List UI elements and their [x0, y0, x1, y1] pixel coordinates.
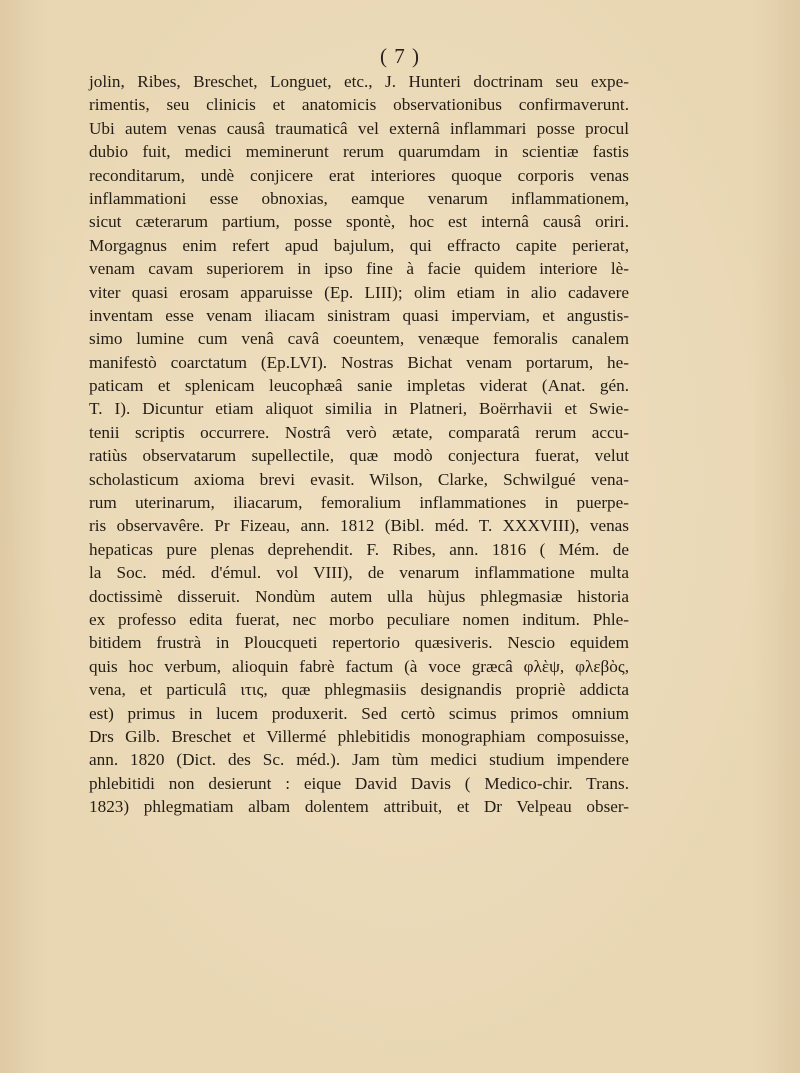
text-line: hepaticas pure plenas deprehendit. F. Ribes, ann. 1816 ( Mém. de [89, 539, 629, 559]
text-line: phlebitidi non desierunt : eique David Davis ( Medico-chir. Trans. [89, 773, 629, 793]
page-number: ( 7 ) [380, 44, 420, 68]
text-line: 1823) phlegmatiam albam dolentem attribuit, et Dr Velpeau obser- [89, 797, 629, 817]
text-line: scholasticum axioma brevi evasit. Wilson, Clarke, Schwilgué vena- [89, 469, 629, 489]
text-line: vena, et particulâ ιτις, quæ phlegmasiis designandis propriè addicta [89, 680, 629, 700]
text-line: jolin, Ribes, Breschet, Longuet, etc., J. Hunteri doctrinam seu expe- [89, 72, 629, 91]
text-line: manifestò coarctatum (Ep.LVI). Nostras Bichat venam portarum, he- [89, 352, 629, 372]
text-line: inventam esse venam iliacam sinistram quasi imperviam, et angustis- [89, 305, 629, 325]
text-line: est) primus in lucem produxerit. Sed certò scimus primos omnium [89, 703, 629, 723]
text-line: simo lumine cum venâ cavâ coeuntem, venæque femoralis canalem [89, 329, 629, 349]
text-line: doctissimè disseruit. Nondùm autem ulla hùjus phlegmasiæ historia [89, 586, 629, 606]
text-line: rum uterinarum, iliacarum, femoralium inflammationes in puerpe- [89, 493, 629, 513]
text-line: reconditarum, undè conjicere erat interiores quoque corporis venas [89, 165, 629, 185]
text-line: dubio fuit, medici meminerunt rerum quarumdam in scientiæ fastis [89, 142, 629, 162]
text-line: sicut cæterarum partium, posse spontè, hoc est internâ causâ oriri. [89, 212, 629, 232]
body-text [89, 70, 629, 819]
text-line: paticam et splenicam leucophæâ sanie impletas viderat (Anat. gén. [89, 376, 629, 396]
text-line: la Soc. méd. d'émul. vol VIII), de venarum inflammatione multa [89, 563, 629, 583]
text-line: tenii scriptis occurrere. Nostrâ verò ætate, comparatâ rerum accu- [89, 422, 629, 442]
text-line: inflammationi esse obnoxias, eamque venarum inflammationem, [89, 188, 629, 208]
text-line: ris observavêre. Pr Fizeau, ann. 1812 (Bibl. méd. T. XXXVIII), venas [89, 516, 629, 536]
text-line: rimentis, seu clinicis et anatomicis observationibus confirmaverunt. [89, 95, 629, 115]
text-line: Ubi autem venas causâ traumaticâ vel externâ inflammari posse procul [89, 118, 629, 138]
text-line: ratiùs observatarum supellectile, quæ modò conjectura fuerat, velut [89, 446, 629, 466]
text-line: ann. 1820 (Dict. des Sc. méd.). Jam tùm medici studium impendere [89, 750, 629, 770]
text-line: venam cavam superiorem in ipso fine à facie quidem interiore lè- [89, 259, 629, 279]
text-line: bitidem frustrà in Ploucqueti repertorio quæsiveris. Nescio equidem [89, 633, 629, 653]
text-line: Drs Gilb. Breschet et Villermé phlebitidis monographiam composuisse, [89, 726, 629, 746]
text-line: quis hoc verbum, alioquin fabrè factum (à voce græcâ φλὲψ, φλεβὸς, [89, 656, 629, 676]
text-line: viter quasi erosam apparuisse (Ep. LIII); olim etiam in alio cadavere [89, 282, 629, 302]
text-line: ex professo edita fuerat, nec morbo peculiare nomen inditum. Phle- [89, 609, 629, 629]
text-line: T. I). Dicuntur etiam aliquot similia in Platneri, Boërrhavii et Swie- [89, 399, 629, 419]
text-line: Morgagnus enim refert apud bajulum, qui effracto capite perierat, [89, 235, 629, 255]
